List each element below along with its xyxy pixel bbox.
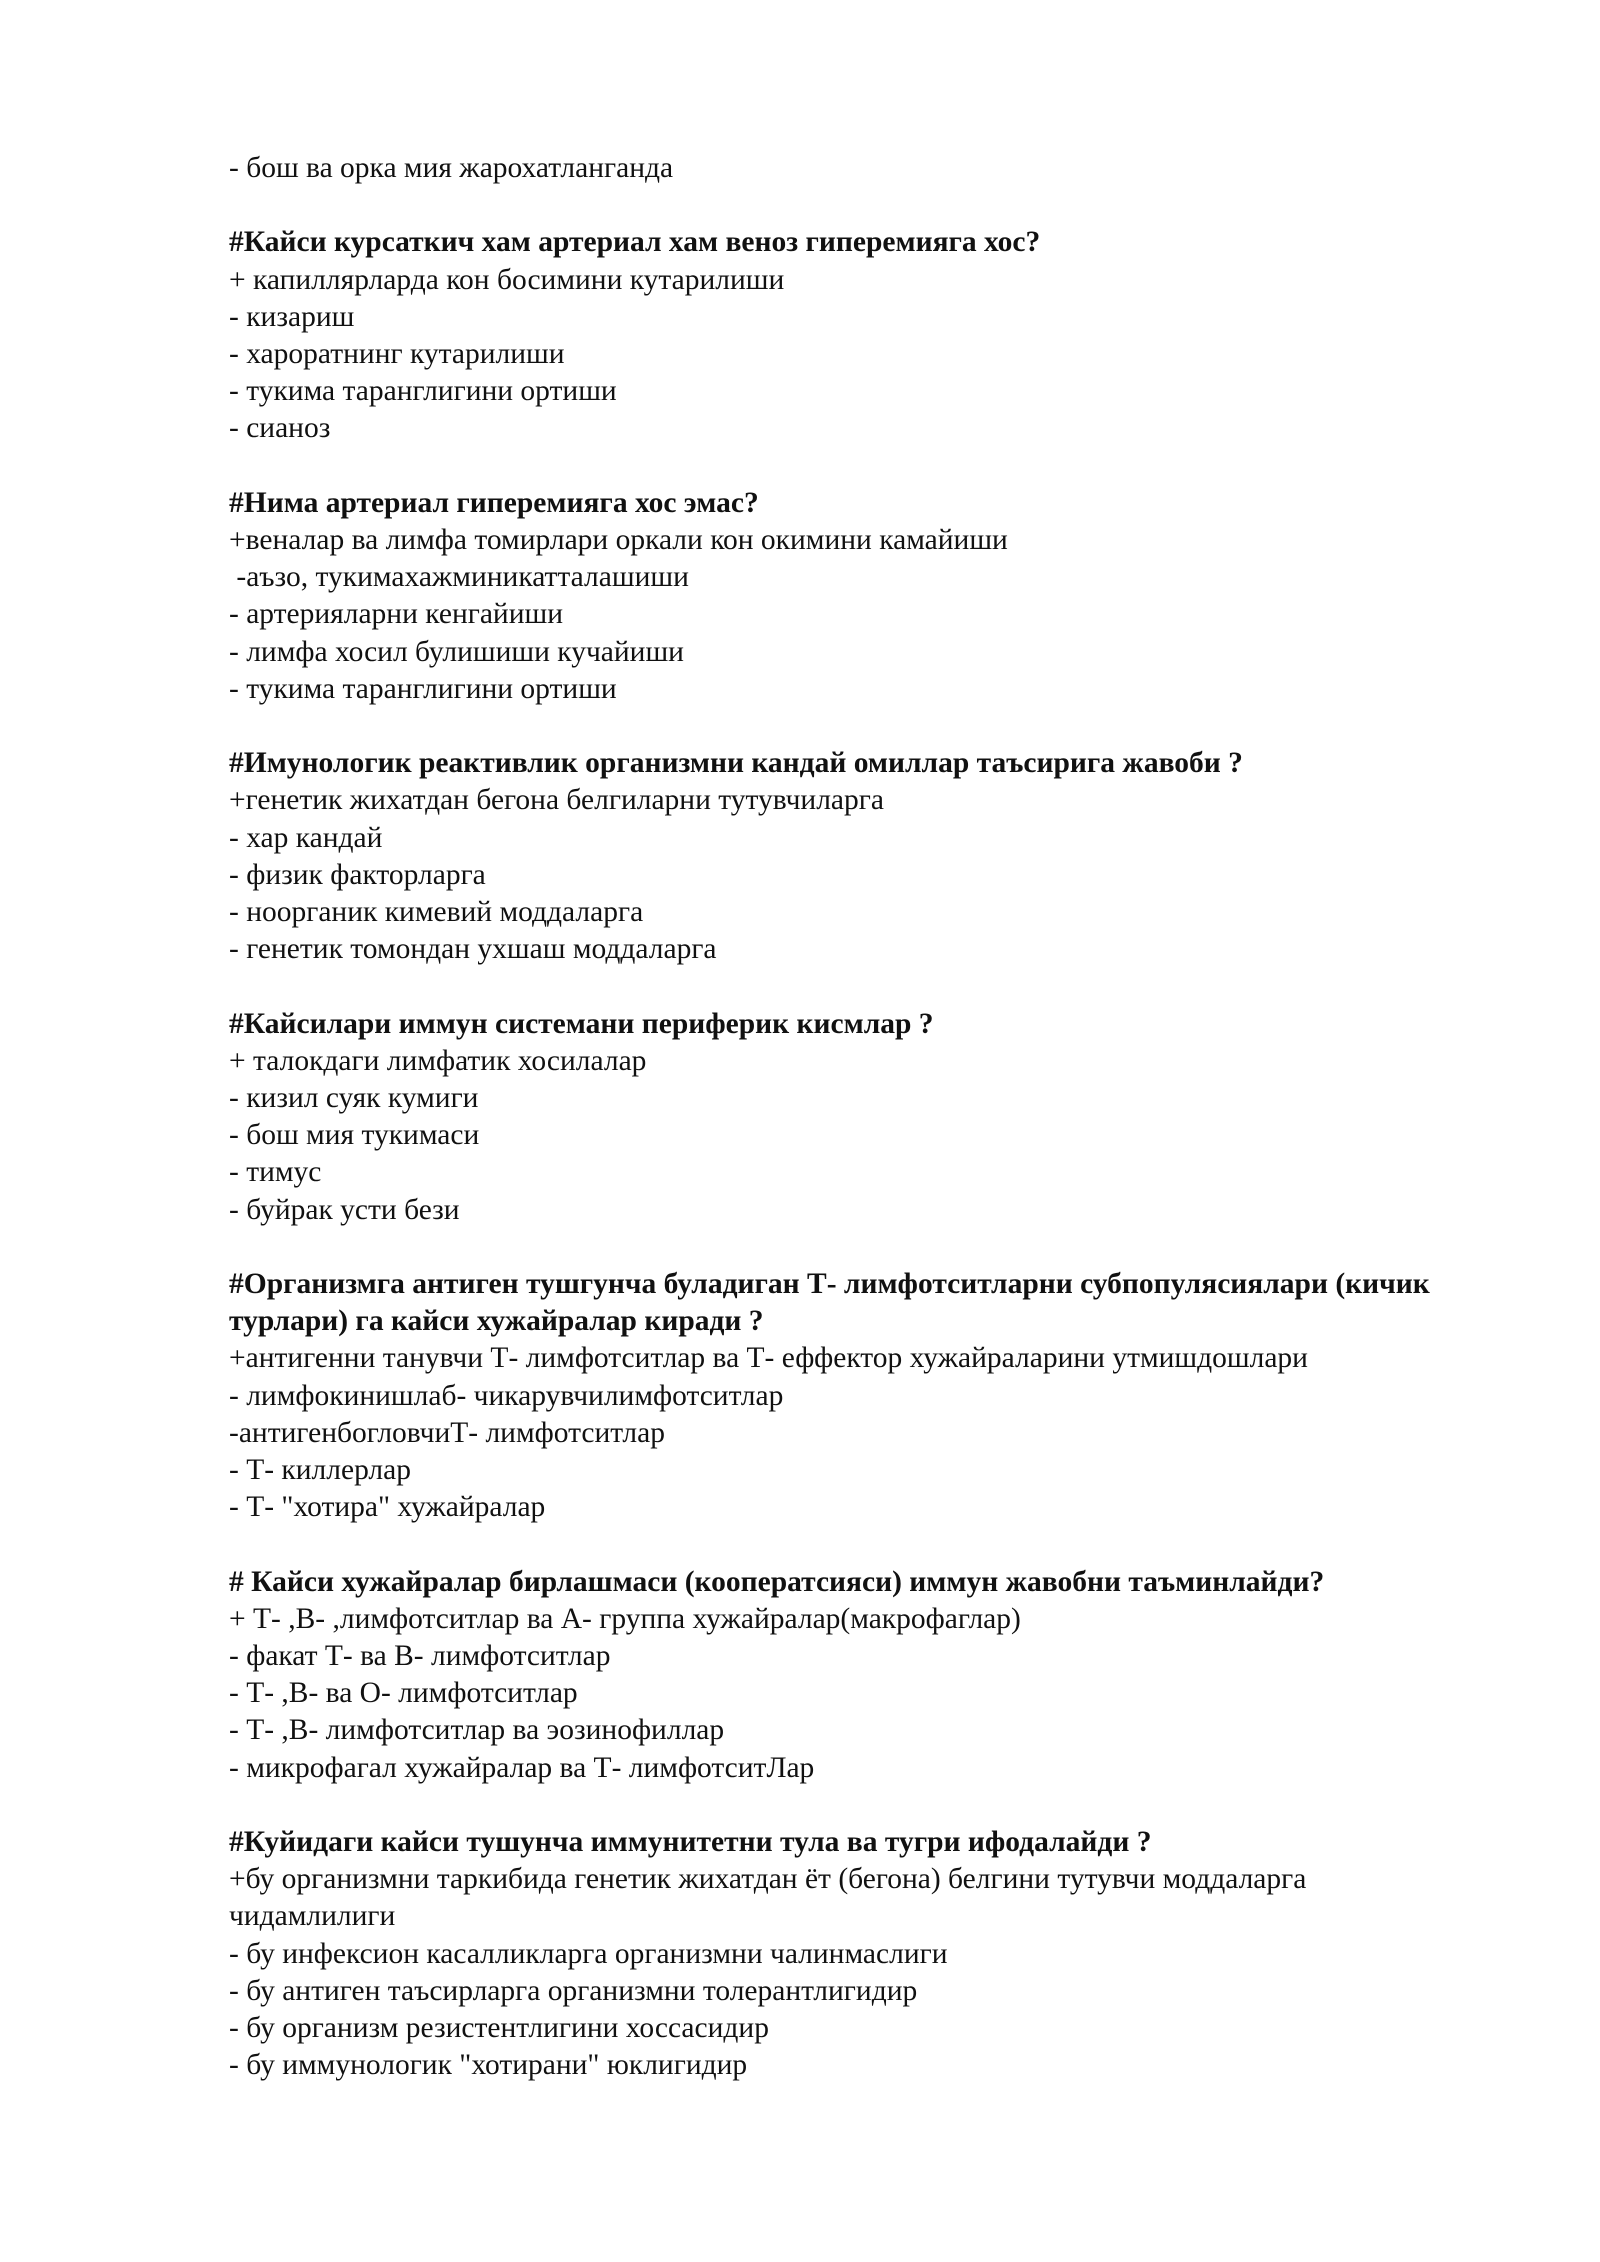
answer-option: - кизариш <box>229 300 355 333</box>
answer-option: +генетик жихатдан бегона белгиларни тутувчиларга <box>229 784 884 817</box>
answer-option: - артерияларни кенгайиши <box>229 598 564 631</box>
question-block <box>229 1564 1459 1787</box>
answer-option: - хар кандай <box>229 821 383 854</box>
answer-option: -аъзо, тукимахажминикатталашиши <box>229 561 689 594</box>
answer-option: - ноорганик кимевий моддаларга <box>229 896 644 929</box>
question-block <box>229 485 1459 708</box>
question-block <box>229 745 1459 968</box>
answer-option: + капиллярларда кон босимини кутарилиши <box>229 263 785 296</box>
answer-option: -антигенбогловчиТ- лимфотситлар <box>229 1416 665 1449</box>
question-text: #Куйидаги кайси тушунча иммунитетни тула ва тугри ифодалайди ? <box>229 1826 1152 1859</box>
question-text: #Нима артериал гиперемияга хос эмас? <box>229 486 759 519</box>
question-block <box>229 224 1459 447</box>
spacer <box>229 448 1459 485</box>
question-block <box>229 1266 1459 1526</box>
answer-option: - кизил суяк кумиги <box>229 1082 479 1115</box>
answer-option: - бу антиген таъсирларга организмни толерантлигидир <box>229 1974 918 2007</box>
question-block <box>229 1824 1459 2084</box>
answer-option: - факат Т- ва В- лимфотситлар <box>229 1640 611 1673</box>
answer-option: - бош мия тукимаси <box>229 1119 480 1152</box>
answer-option: +веналар ва лимфа томирлари оркали кон окимини камайиши <box>229 524 1008 556</box>
answer-option: - бу организм резистентлигини хоссасидир <box>229 2012 769 2045</box>
spacer <box>229 1787 1459 1824</box>
question-text: #Кайси курсаткич хам артериал хам веноз гиперемияга хос? <box>229 226 1041 259</box>
question-block <box>229 1006 1459 1229</box>
answer-option: - тукима таранглигини ортиши <box>229 375 617 408</box>
spacer <box>229 187 1459 224</box>
answer-option: - буйрак усти бези <box>229 1193 460 1226</box>
answer-option: + Т- ,В- ,лимфотситлар ва А- группа хужайралар(макрофаглар) <box>229 1602 1021 1635</box>
answer-option: - хароратнинг кутарилиши <box>229 338 565 370</box>
question-text: #Кайсилари иммун системани периферик кисмлар ? <box>229 1007 934 1040</box>
intro-line: - бош ва орка мия жарохатланганда <box>229 152 674 184</box>
answer-option: +бу организмни таркибида генетик жихатдан ёт (бегона) белгини тутувчи моддаларга чидамлилиги <box>229 1863 1314 1933</box>
answer-option: - физик факторларга <box>229 858 486 891</box>
spacer <box>229 1526 1459 1563</box>
answer-option: - бу инфексион касалликларга организмни чалинмаслиги <box>229 1937 948 1970</box>
answer-option: - тукима таранглигини ортиши <box>229 672 617 705</box>
spacer <box>229 1229 1459 1266</box>
spacer <box>229 708 1459 745</box>
answer-option: - тимус <box>229 1156 322 1189</box>
answer-option: - лимфа хосил булишиши кучайиши <box>229 635 684 668</box>
question-text: # Кайси хужайралар бирлашмаси (кооператсияси) иммун жавобни таъминлайди? <box>229 1565 1325 1598</box>
answer-option: +антигенни танувчи Т- лимфотситлар ва Т- еффектор хужайраларини утмишдошлари <box>229 1342 1308 1375</box>
answer-option: - Т- "хотира" хужайралар <box>229 1491 546 1524</box>
spacer <box>229 968 1459 1005</box>
answer-option: - генетик томондан ухшаш моддаларга <box>229 933 717 966</box>
answer-option: - Т- киллерлар <box>229 1454 411 1487</box>
question-text: #Организмга антиген тушгунча буладиган Т- лимфотситларни субпопулясиялари (кичик турлари) га кайси хужайралар киради ? <box>229 1268 1438 1338</box>
document-content <box>229 150 1459 2084</box>
answer-option: - Т- ,В- ва О- лимфотситлар <box>229 1677 578 1710</box>
answer-option: + талокдаги лимфатик хосилалар <box>229 1044 647 1077</box>
answer-option: - сианоз <box>229 412 331 445</box>
answer-option: - лимфокинишлаб- чикарувчилимфотситлар <box>229 1379 784 1412</box>
question-text: #Имунологик реактивлик организмни кандай омиллар таъсирига жавоби ? <box>229 747 1243 780</box>
answer-option: - Т- ,В- лимфотситлар ва эозинофиллар <box>229 1714 725 1747</box>
answer-option: - бу иммунологик "хотирани" юклигидир <box>229 2049 748 2082</box>
answer-option: - микрофагал хужайралар ва Т- лимфотситЛар <box>229 1751 815 1784</box>
